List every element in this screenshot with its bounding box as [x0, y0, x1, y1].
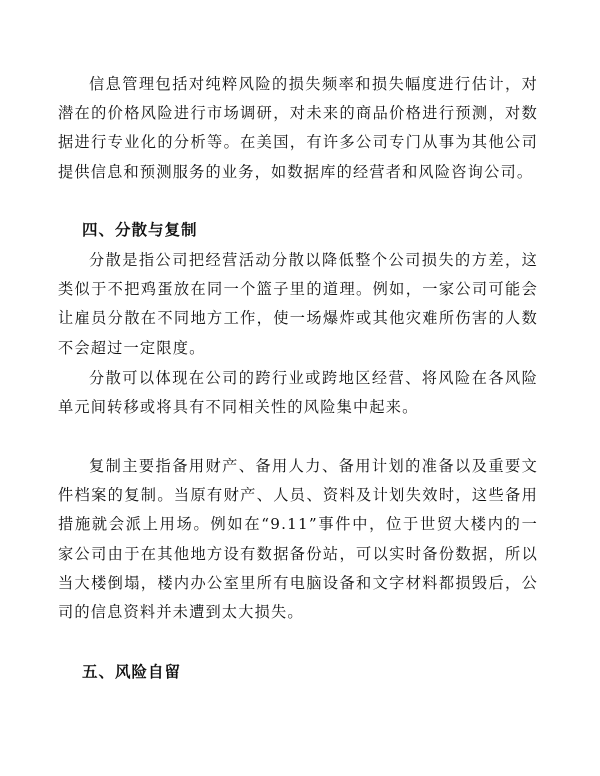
section-heading-risk-retention: 五、风险自留	[82, 663, 182, 681]
paragraph-duplication: 复制主要指备用财产、备用人力、备用计划的准备以及重要文件档案的复制。当原有财产、人员、资料及计划失效时，这些备用措施就会派上用场。例如在“9.11”事件中，位于世贸大楼内的一家公司由于在其他地方设有数据备份站，可以实时备份数据，所以当大楼倒塌，楼内办公室里所有电脑设备和文字材料都损毁后，公司的信息资料并未遭到太大损失。	[58, 457, 538, 622]
section-heading-diversification: 四、分散与复制	[82, 221, 198, 239]
paragraph-diversification-forms: 分散可以体现在公司的跨行业或跨地区经营、将风险在各风险单元间转移或将具有不同相关性的风险集中起来。	[58, 369, 538, 417]
paragraph-information-management: 信息管理包括对纯粹风险的损失频率和损失幅度进行估计，对潜在的价格风险进行市场调研，对未来的商品价格进行预测，对数据进行专业化的分析等。在美国，有许多公司专门从事为其他公司提供信息和预测服务的业务，如数据库的经营者和风险咨询公司。	[58, 75, 538, 181]
paragraph-diversification-definition: 分散是指公司把经营活动分散以降低整个公司损失的方差，这类似于不把鸡蛋放在同一个篮子里的道理。例如，一家公司可能会让雇员分散在不同地方工作，使一场爆炸或其他灾难所伤害的人数不会超过一定限度。	[58, 251, 538, 357]
